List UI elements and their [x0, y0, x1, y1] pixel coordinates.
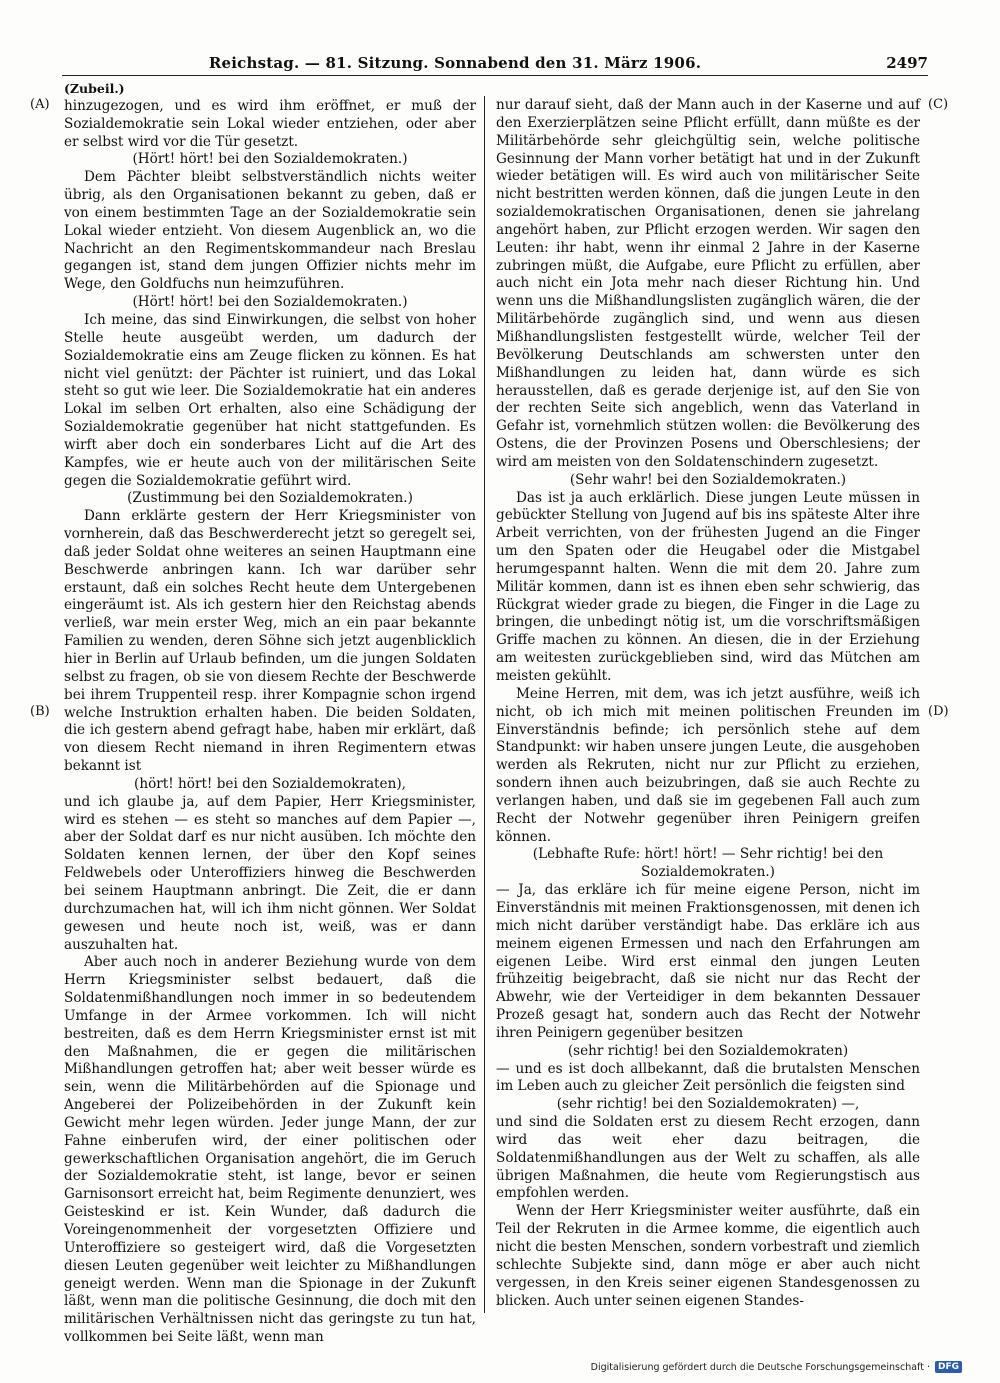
margin-marker-a: (A) — [30, 97, 50, 112]
speaker-label: (Zubeil.) — [64, 81, 125, 96]
interjection: (sehr richtig! bei den Sozialdemokraten) —, — [556, 1096, 860, 1113]
margin-marker-c: (C) — [928, 97, 949, 112]
interjection: (Hört! hört! bei den Sozialdemokraten.) — [132, 151, 408, 168]
interjection: (sehr richtig! bei den Sozialdemokraten) — [567, 1042, 849, 1059]
paragraph: Dem Pächter bleibt selbstverständlich nichts weiter übrig, als den Organisationen bekannt zu geben, daß er von einem bestimmten Tage an der Sozialdemokratie sein Lokal wieder entzieht. Von diesem Augenblick an, wo die Nachricht an den Regimentskommandeur nach Breslau gegangen ist, stand dem jungen Offizier nichts mehr im Wege, den Goldfuchs nun heimzuführen. — [64, 169, 476, 293]
paragraph: hinzugezogen, und es wird ihm eröffnet, er muß der Sozialdemokratie sein Lokal wieder entziehen, oder aber er selbst wird vor die Tür gesetzt. — [64, 97, 476, 150]
paragraph: und sind die Soldaten erst zu diesem Recht erzogen, dann wird das weit eher dazu beitragen, die Soldatenmißhandlungen aus der Welt zu schaffen, als alle übrigen Maßnahmen, die heute vom Regierungstisch aus empfohlen werden. — [496, 1114, 920, 1202]
interjection: (Lebhafte Rufe: hört! hört! — Sehr richtig! bei den Sozialdemokraten.) — [532, 846, 884, 881]
interjection: (Zustimmung bei den Sozialdemokraten.) — [127, 490, 413, 507]
paragraph: Das ist ja auch erklärlich. Diese jungen Leute müssen in gebückter Stellung von Jugend auf bis ins späteste Alter ihre Arbeit verrichten, von der frühesten Jugend an die Finger um den Spaten oder die Heugabel oder die Mistgabel herumgespannt halten. Wenn die mit dem 20. Jahre zum Militär kommen, dann ist es ihnen eben sehr schwierig, das Rückgrat wieder grade zu biegen, die Finger in die Lage zu bringen, die unbedingt nötig ist, um die vorschriftsmäßigen Griffe machen zu können. An diesen, die in der Erziehung am weitesten zurückgeblieben sind, wird das Mütchen am meisten gekühlt. — [496, 489, 920, 684]
running-title: Reichstag. — 81. Sitzung. Sonnabend den 31. März 1906. — [208, 54, 702, 72]
interjection: (Sehr wahr! bei den Sozialdemokraten.) — [569, 471, 847, 488]
page-number: 2497 — [886, 54, 928, 72]
interjection: (hört! hört! bei den Sozialdemokraten), — [134, 775, 406, 792]
paragraph: — und es ist doch allbekannt, daß die brutalsten Menschen im Leben auch zu gleicher Zeit persönlich die feigsten sind — [496, 1060, 920, 1095]
paragraph: Ich meine, das sind Einwirkungen, die selbst von hoher Stelle heute ausgeübt werden, um dadurch der Sozialdemokratie eins am Zeuge flicken zu können. Es hat nicht viel genützt: der Pächter ist ruiniert, und das Lokal steht so gut wie leer. Die Sozialdemokratie hat ein anderes Lokal im selben Ort erhalten, also eine Schädigung der Sozialdemokratie gegenüber hat nicht stattgefunden. Es wirft aber doch ein sonderbares Licht auf die Art des Kampfes, wie er heute auch von der militärischen Seite gegen die Sozialdemokratie geführt wird. — [64, 311, 476, 489]
header-rule — [62, 75, 928, 76]
paragraph: Meine Herren, mit dem, was ich jetzt ausführe, weiß ich nicht, ob ich mich mit meinen politischen Freunden im Einverständnis befinde; ich persönlich stehe auf dem Standpunkt: wir haben unsere jungen Leute, die ausgehoben werden als Rekruten, nicht nur zur Pflicht zu erziehen, sondern ihnen auch beizubringen, daß sie auch Rechte zu verlangen haben, und daß sie im gegebenen Fall auch zum Recht der Notwehr gegenüber ihren Peinigern greifen können. — [496, 685, 920, 845]
paragraph: und ich glaube ja, auf dem Papier, Herr Kriegsminister, wird es stehen — es steht so manches auf dem Papier —, aber der Soldat darf es nur nicht ausüben. Ich möchte den Soldaten kennen lernen, der über den Kopf seines Feldwebels oder Unteroffiziers hinweg die Beschwerden bei seinem Hauptmann anbringt. Die Zeit, die er dann durchzumachen hat, will ich ihm nicht gönnen. Wer Soldat gewesen und heute noch ist, weiß, was er dann auszuhalten hat. — [64, 793, 476, 953]
paragraph: nur darauf sieht, daß der Mann auch in der Kaserne und auf den Exerzierplätzen seine Pflicht erfüllt, dann müßte es der Militärbehörde sehr gleichgültig sein, welche politische Gesinnung der Mann vorher betätigt hat und in der Zukunft wieder betätigen will. Es wird auch von militärischer Seite nicht bestritten werden können, daß die jungen Leute in den sozialdemokratischen Organisationen, denen sie jahrelang angehört haben, zur Pflicht erzogen werden. Wir sagen den Leuten: ihr habt, wenn ihr einmal 2 Jahre in der Kaserne zubringen müßt, die Aufgabe, eure Pflicht zu erfüllen, aber auch nicht ein Jota mehr nach dieser Richtung hin. Und wenn uns die Mißhandlungslisten zugänglich wären, die der Militärbehörde zugänglich sind, und wenn aus diesen Mißhandlungslisten festgestellt würde, welcher Teil der Bevölkerung Deutschlands am schwersten unter den Mißhandlungen zu leiden hat, dann würde es sich herausstellen, daß es gerade derjenige ist, auf den Sie von der rechten Seite sich angeblich, wenn das Vaterland in Gefahr ist, vornehmlich stützen wollen: die Bevölkerung des Ostens, die der Provinzen Posens und Oberschlesiens; der wird am meisten von den Soldatenschindern zugesetzt. — [496, 97, 920, 470]
paragraph: Dann erklärte gestern der Herr Kriegsminister von vornherein, daß das Beschwerderecht jetzt so geregelt sei, daß jeder Soldat ohne weiteres an seinen Hauptmann eine Beschwerde anbringen kann. Ich war darüber sehr erstaunt, daß ein solches Recht heute dem Untergebenen eingeräumt ist. Als ich gestern hier den Reichstag abends verließ, war mein erster Weg, mich an ein paar bekannte Familien zu wenden, deren Söhne sich jetzt augenblicklich hier in Berlin auf Urlaub befinden, um die jungen Soldaten selbst zu fragen, ob sie von diesem Rechte der Beschwerde bei ihrem Truppenteil resp. ihrer Kompagnie schon irgend welche Instruktion erhalten haben. Die beiden Soldaten, die ich gestern abend gefragt habe, haben mir erklärt, daß von diesem Recht niemand in ihren Regimentern etwas bekannt ist — [64, 508, 476, 775]
paragraph: Wenn der Herr Kriegsminister weiter ausführte, daß ein Teil der Rekruten in die Armee komme, die eigentlich auch nicht die besten Menschen, sondern vorbestraft und ziemlich schlechte Subjekte sind, dann möge er aber auch nicht vergessen, in den Kreis seiner eigenen Standesgenossen zu blicken. Auch unter seinen eigenen Standes- — [496, 1203, 920, 1309]
footer-credit — [591, 1361, 962, 1373]
paragraph: — Ja, das erkläre ich für meine eigene Person, nicht im Einverständnis mit meinen Fraktionsgenossen, mit denen ich mich nicht darüber verständigt habe. Das erkläre ich aus meinem eigenen Ermessen und nach den Erfahrungen am eigenen Leibe. Wird erst einmal den jungen Leuten frühzeitig beigebracht, daß sie nicht nur das Recht der Abwehr, wie der Verteidiger in dem bekannten Dessauer Prozeß gesagt hat, sondern auch das Recht der Notwehr ihren Peinigern gegenüber besitzen — [496, 882, 920, 1041]
footer-text: Digitalisierung gefördert durch die Deutsche Forschungsgemeinschaft · — [590, 1361, 930, 1373]
column-divider — [484, 96, 485, 1313]
dfg-logo: DFG — [935, 1361, 962, 1373]
left-column — [64, 80, 476, 1347]
margin-marker-b: (B) — [30, 704, 50, 719]
paragraph: Aber auch noch in anderer Beziehung wurde von dem Herrn Kriegsminister selbst bedauert, daß die Soldatenmißhandlungen noch immer in so bedeutendem Umfange in der Armee vorkommen. Ich will nicht bestreiten, daß es dem Herrn Kriegsminister ernst ist mit den Maßnahmen, die er gegen die militärischen Mißhandlungen getroffen hat; aber weit besser würde es sein, wenn die Militärbehörden auf die Spionage und Angeberei der Polizeibehörden in der Zukunft kein Gewicht mehr legen würden. Jeder junge Mann, der zur Fahne einberufen wird, der einer politischen oder gewerkschaftlichen Organisation angehört, die im Geruch der Sozialdemokratie steht, ist lange, bevor er seinen Garnisonsort erreicht hat, beim Regimente denunziert, wes Geisteskind er ist. Kein Wunder, daß dadurch die Voreingenommenheit der vorgesetzten Offiziere und Unteroffiziere so gesteigert wird, daß die Vorgesetzten diesen Leuten gegenüber weit leichter zu Mißhandlungen geneigt werden. Wenn man die Spionage in der Zukunft läßt, wenn man die politische Gesinnung, die doch mit den militärischen Verhältnissen nicht das geringste zu tun hat, vollkommen bei Seite läßt, wenn man — [64, 954, 476, 1346]
right-column — [496, 97, 920, 1310]
interjection: (Hört! hört! bei den Sozialdemokraten.) — [132, 294, 408, 311]
page-header — [62, 54, 928, 74]
margin-marker-d: (D) — [928, 704, 949, 719]
